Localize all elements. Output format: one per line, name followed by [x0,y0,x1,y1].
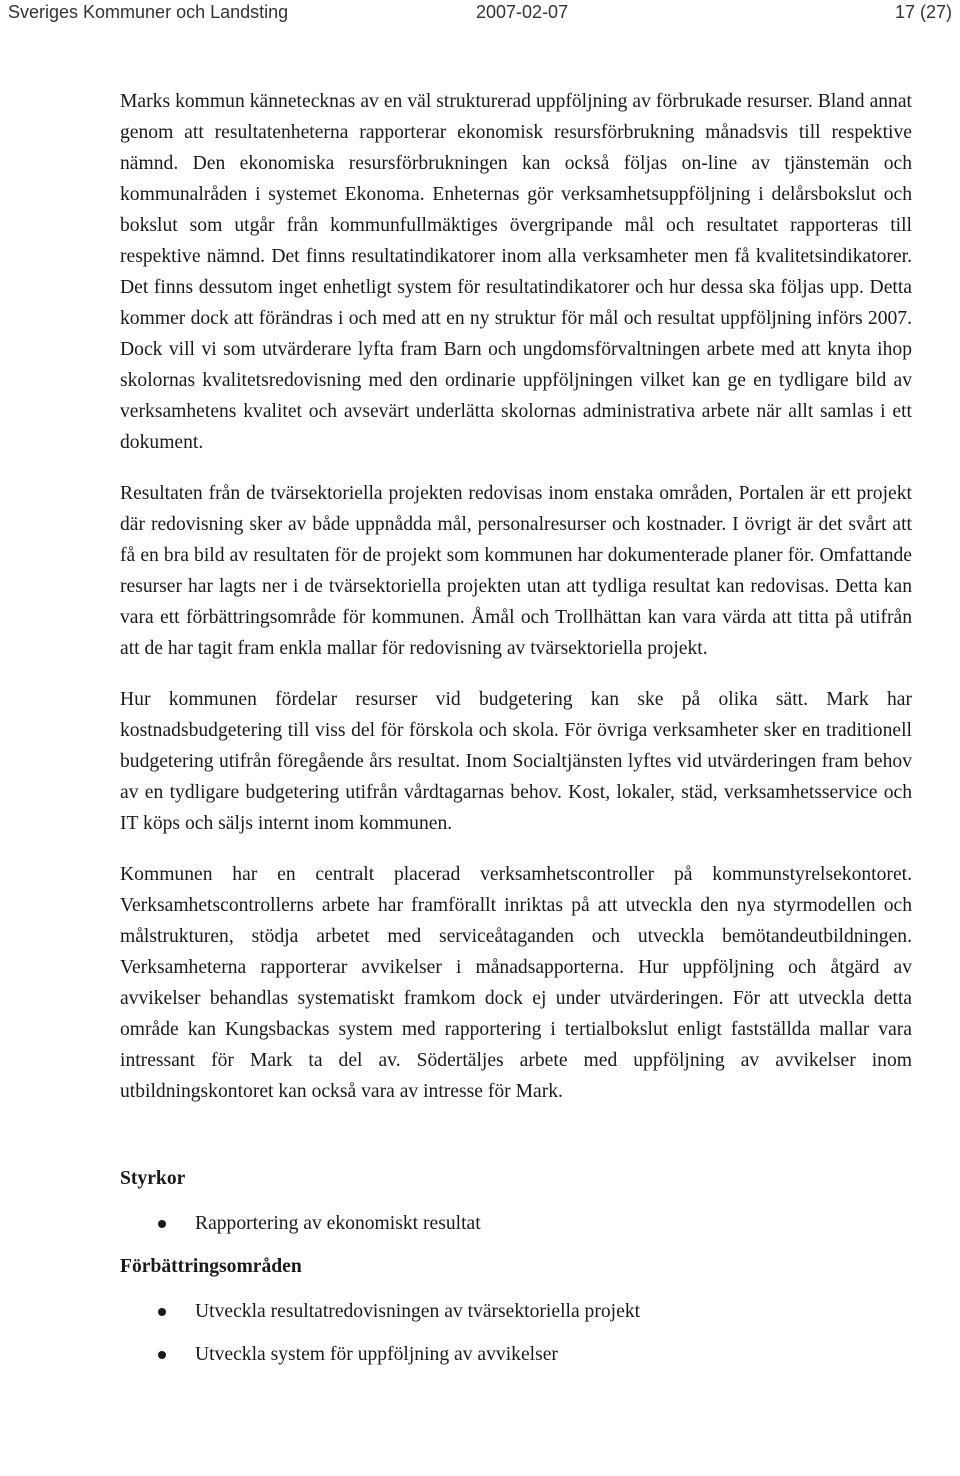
document-body [120,86,912,1382]
bullet-icon [158,1351,166,1359]
header-date: 2007-02-07 [476,2,569,22]
list-item-text: Utveckla resultatredovisningen av tvärsektoriella projekt [195,1301,641,1322]
strengths-heading: Styrkor [120,1168,186,1189]
bullet-icon [158,1220,166,1228]
list-item-text: Rapportering av ekonomiskt resultat [195,1213,481,1234]
list-item [120,1208,912,1239]
strengths-list [120,1208,912,1239]
paragraph: Kommunen har en centralt placerad verksamhetscontroller på kommunstyrelsekontoret. Verksamhetscontrollerns arbete har framförallt inriktas på att utveckla den nya styrmodellen och målstrukturen, stödja arbetet med serviceåtaganden och utveckla bemötandeutbildningen. Verksamheterna rapporterar avvikelser i månadsapporterna. Hur uppföljning och åtgärd av avvikelser behandlas systematiskt framkom dock ej under utvärderingen. För att utveckla detta område kan Kungsbackas system med rapportering i tertialbokslut enligt fastställda mallar vara intressant för Mark ta del av. Södertäljes arbete med uppföljning av avvikelser inom utbildningskontoret kan också vara av intresse för Mark. [120,864,912,1102]
page-header [0,0,960,30]
improvements-heading: Förbättringsområden [120,1256,302,1277]
paragraph: Marks kommun kännetecknas av en väl strukturerad uppföljning av förbrukade resurser. Bland annat genom att resultatenheterna rapporterar ekonomisk resursförbrukning månadsvis till respektive nämnd. Den ekonomiska resursförbrukningen kan också följas on-line av tjänstemän och kommunalråden i systemet Ekonoma. Enheternas gör verksamhetsuppföljning i delårsbokslut och bokslut som utgår från kommunfullmäktiges övergripande mål och resultatet rapporteras till respektive nämnd. Det finns resultatindikatorer inom alla verksamheter men få kvalitetsindikatorer. Det finns dessutom inget enhetligt system för resultatindikatorer och hur dessa ska följas upp. Detta kommer dock att förändras i och med att en ny struktur för mål och resultat uppföljning införs 2007. Dock vill vi som utvärderare lyfta fram Barn och ungdomsförvaltningen arbete med att knyta ihop skolornas kvalitetsredovisning med den ordinarie uppföljningen vilket kan ge en tydligare bild av verksamhetens kvalitet och avsevärt underlätta skolornas administrativa arbete när allt samlas i ett dokument. [120,91,912,453]
bullet-icon [158,1308,166,1316]
paragraph: Hur kommunen fördelar resurser vid budgetering kan ske på olika sätt. Mark har kostnadsbudgetering till viss del för förskola och skola. För övriga verksamheter sker en traditionell budgetering utifrån föregående års resultat. Inom Socialtjänsten lyftes vid utvärderingen fram behov av en tydligare budgetering utifrån vårdtagarnas behov. Kost, lokaler, städ, verksamhetsservice och IT köps och säljs internt inom kommunen. [120,689,912,834]
list-item [120,1296,912,1327]
header-organization: Sveriges Kommuner och Landsting [8,2,289,22]
header-page-number: 17 (27) [894,2,952,22]
paragraph: Resultaten från de tvärsektoriella projekten redovisas inom enstaka områden, Portalen är ett projekt där redovisning sker av både uppnådda mål, personalresurser och kostnader. I övrigt är det svårt att få en bra bild av resultaten för de projekt som kommunen har dokumenterade planer för. Omfattande resurser har lagts ner i de tvärsektoriella projekten utan att tydliga resultat kan redovisas. Detta kan vara ett förbättringsområde för kommunen. Åmål och Trollhättan kan vara värda att titta på utifrån att de har tagit fram enkla mallar för redovisning av tvärsektoriella projekt. [120,483,912,659]
list-item-text: Utveckla system för uppföljning av avvikelser [195,1344,558,1365]
list-item [120,1339,912,1370]
improvements-list [120,1296,912,1370]
